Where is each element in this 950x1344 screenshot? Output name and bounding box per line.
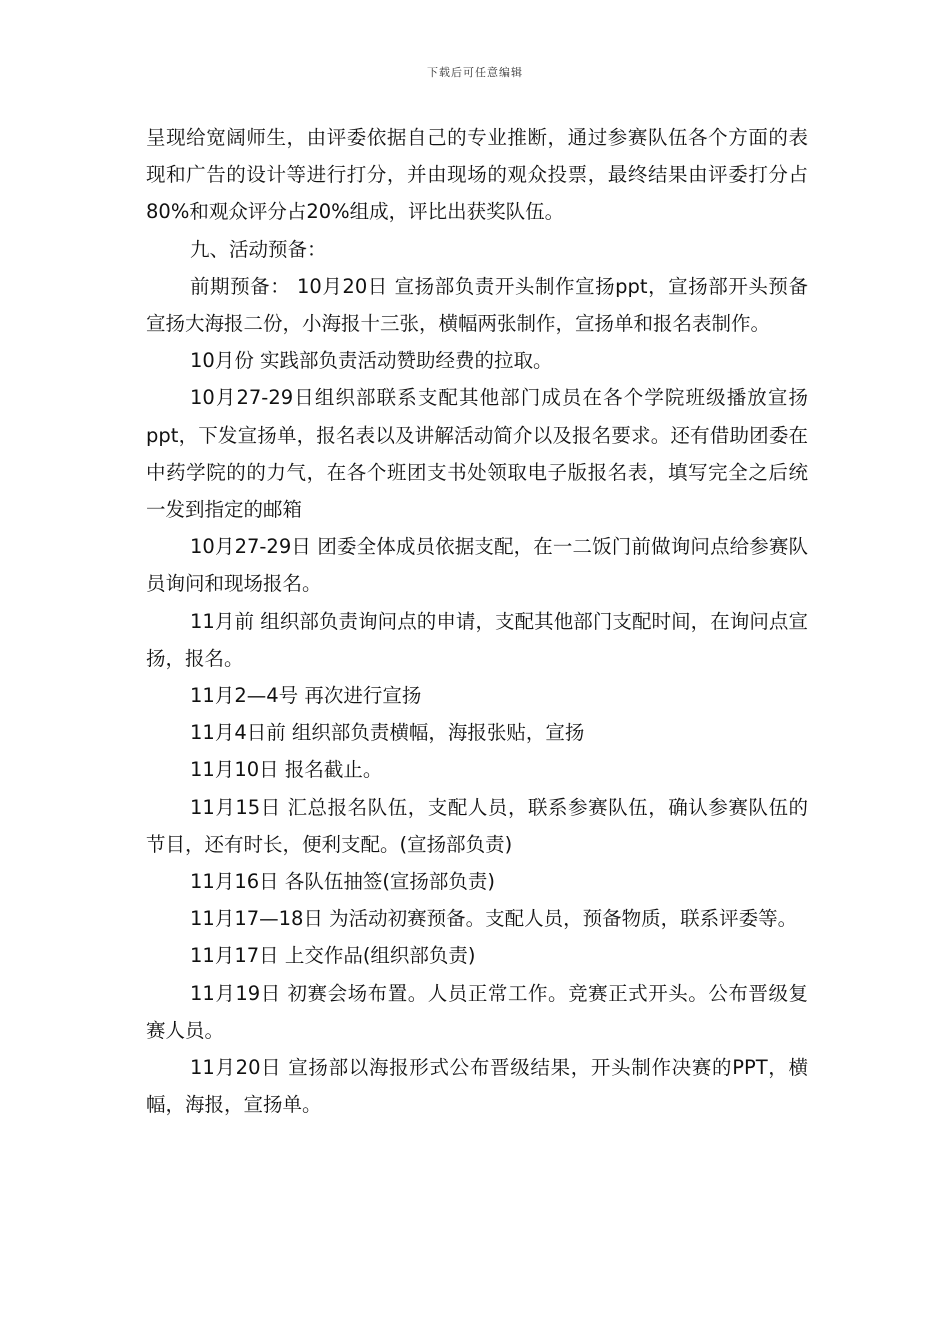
paragraph: 呈现给宽阔师生，由评委依据自己的专业推断，通过参赛队伍各个方面的表现和广告的设计等进行打分，并由现场的观众投票，最终结果由评委打分占80%和观众评分占20%组成，评比出获奖队伍。	[146, 126, 808, 224]
paragraph: 11月19日 初赛会场布置。人员正常工作。竞赛正式开头。公布晋级复赛人员。	[146, 981, 808, 1042]
paragraph: 11月2—4号 再次进行宣扬	[190, 684, 422, 708]
paragraph: 10月份 实践部负责活动赞助经费的拉取。	[190, 349, 553, 373]
paragraph: 11月10日 报名截止。	[190, 758, 383, 782]
paragraph: 前期预备： 10月20日 宣扬部负责开头制作宣扬ppt，宣扬部开头预备宣扬大海报二份，小海报十三张，横幅两张制作，宣扬单和报名表制作。	[146, 274, 808, 336]
paragraph: 11月20日 宣扬部以海报形式公布晋级结果，开头制作决赛的PPT，横幅，海报，宣扬单。	[146, 1056, 808, 1117]
document-body	[146, 119, 808, 1123]
paragraph: 10月27-29日组织部联系支配其他部门成员在各个学院班级播放宣扬ppt，下发宣扬单，报名表以及讲解活动简介以及报名要求。还有借助团委在中药学院的的力气，在各个班团支书处领取电子版报名表，填写完全之后统一发到指定的邮箱	[146, 386, 808, 522]
section-heading: 九、活动预备：	[190, 237, 327, 261]
page-header-note: 下载后可任意编辑	[427, 66, 523, 79]
paragraph: 11月前 组织部负责询问点的申请，支配其他部门支配时间，在询问点宣扬，报名。	[146, 609, 808, 670]
paragraph: 11月16日 各队伍抽签(宣扬部负责)	[190, 870, 496, 894]
paragraph: 11月17—18日 为活动初赛预备。支配人员，预备物质，联系评委等。	[190, 907, 798, 931]
paragraph: 11月17日 上交作品(组织部负责)	[190, 944, 476, 968]
paragraph: 10月27-29日 团委全体成员依据支配，在一二饭门前做询问点给参赛队员询问和现场报名。	[146, 535, 808, 596]
paragraph: 11月4日前 组织部负责横幅，海报张贴，宣扬	[190, 721, 585, 745]
paragraph: 11月15日 汇总报名队伍，支配人员，联系参赛队伍，确认参赛队伍的节目，还有时长，便利支配。(宣扬部负责)	[146, 795, 808, 856]
